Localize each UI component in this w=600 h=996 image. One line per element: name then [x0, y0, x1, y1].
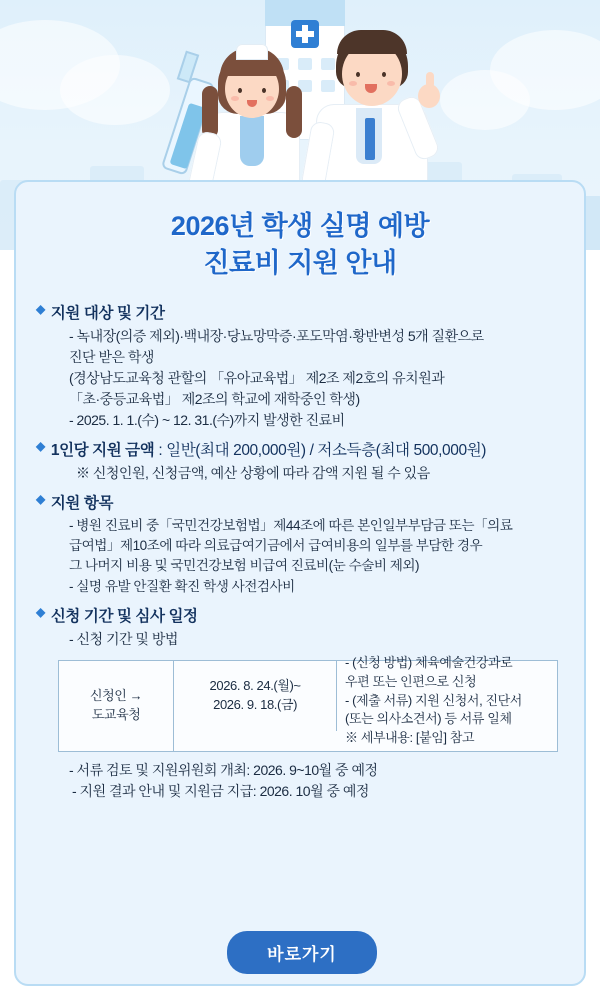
diamond-bullet-icon: ◆ [36, 605, 45, 620]
eye [238, 88, 242, 93]
detail-line: - (제출 서류) 지원 신청서, 진단서 [345, 692, 522, 708]
necktie [365, 118, 375, 160]
hair-side [202, 86, 218, 138]
section-heading-text: 지원 항목 [50, 494, 114, 512]
table-cell-period [174, 661, 337, 731]
cloud-decoration [60, 55, 170, 125]
cheek [231, 96, 239, 101]
notice-card [14, 180, 586, 986]
detail-line: - (신청 방법) 체육예술건강과로 [345, 654, 513, 670]
index-finger [426, 72, 434, 88]
diamond-bullet-icon: ◆ [36, 438, 45, 453]
table-cell-applicant [59, 661, 174, 751]
table-cell-details [337, 654, 557, 746]
eye [382, 72, 386, 77]
section-line: - 실명 유발 안질환 확진 학생 사전검사비 [69, 578, 295, 594]
hair-side [286, 86, 302, 138]
title-line-1: 2026년 학생 실명 예방 [170, 211, 430, 241]
section-heading [36, 438, 564, 460]
go-link-button[interactable]: 바로가기 [227, 931, 377, 974]
section-heading-text: 신청 기간 및 심사 일정 [50, 608, 198, 626]
applicant-line-2: 도교육청 [91, 707, 141, 723]
section-line: - 2025. 1. 1.(수) ~ 12. 31.(수)까지 발생한 진료비 [69, 411, 345, 428]
cheek [266, 96, 274, 101]
detail-line: (또는 의사소견서) 등 서류 일체 [345, 711, 512, 727]
applicant-line-1: 신청인 → [89, 688, 143, 704]
nurse-cap-icon [236, 44, 268, 60]
period-line-2: 2026. 9. 18.(금) [213, 697, 298, 713]
section-line: - 신청 기간 및 방법 [69, 631, 178, 648]
eye [262, 88, 266, 93]
section-heading-text: 1인당 지원 금액 [50, 441, 155, 459]
page-title [36, 208, 564, 283]
hair-front [337, 30, 407, 54]
footer-line: - 서류 검토 및 지원위원회 개최: 2026. 9~10월 중 예정 [69, 762, 378, 779]
section-eligibility [36, 301, 564, 431]
section-amount [36, 438, 564, 484]
schedule-table [58, 654, 558, 752]
section-line: 급여법」제10조에 따라 의료급여기금에서 급여비용의 일부를 부담한 경우 [69, 537, 483, 553]
section-schedule [36, 604, 564, 650]
section-heading-text: 지원 대상 및 기간 [50, 304, 165, 322]
section-line: 그 나머지 비용 및 국민건강보험 비급여 진료비(눈 수술비 제외) [69, 558, 420, 574]
section-heading-suffix: : 일반(최대 200,000원) / 저소득층(최대 500,000원) [158, 441, 487, 459]
section-line: 「초·중등교육법」 제2조의 학교에 재학중인 학생) [69, 390, 360, 407]
section-line: - 녹내장(의증 제외)·백내장·당뇨망막증·포도막염·황반변성 5개 질환으로 [69, 327, 484, 344]
section-heading [36, 491, 564, 513]
cta-container [16, 931, 588, 974]
diamond-bullet-icon: ◆ [36, 491, 45, 506]
period-line-1: 2026. 8. 24.(월)~ [209, 678, 301, 694]
section-line: - 병원 진료비 중「국민건강보험법」제44조에 따른 본인일부부담금 또는「의료 [69, 517, 513, 533]
section-heading [36, 604, 564, 626]
section-line: (경상남도교육청 관할의 「유아교육법」 제2조 제2호의 유치원과 [69, 369, 445, 386]
section-items [36, 491, 564, 598]
title-line-2: 진료비 지원 안내 [203, 248, 397, 279]
eye [356, 72, 360, 77]
section-heading [36, 301, 564, 323]
cloud-decoration [440, 70, 530, 130]
detail-line: 우편 또는 인편으로 신청 [345, 673, 477, 689]
section-note: ※ 신청인원, 신청금액, 예산 상황에 따라 감액 지원 될 수 있음 [76, 464, 430, 481]
section-line: 진단 받은 학생 [69, 348, 154, 365]
footer-line: - 지원 결과 안내 및 지원금 지급: 2026. 10월 중 예정 [72, 783, 369, 800]
detail-note: ※ 세부내용: [붙임] 참고 [345, 730, 475, 746]
diamond-bullet-icon: ◆ [36, 301, 45, 316]
cheek [387, 81, 395, 86]
nurse-collar [240, 116, 264, 166]
cheek [349, 81, 357, 86]
